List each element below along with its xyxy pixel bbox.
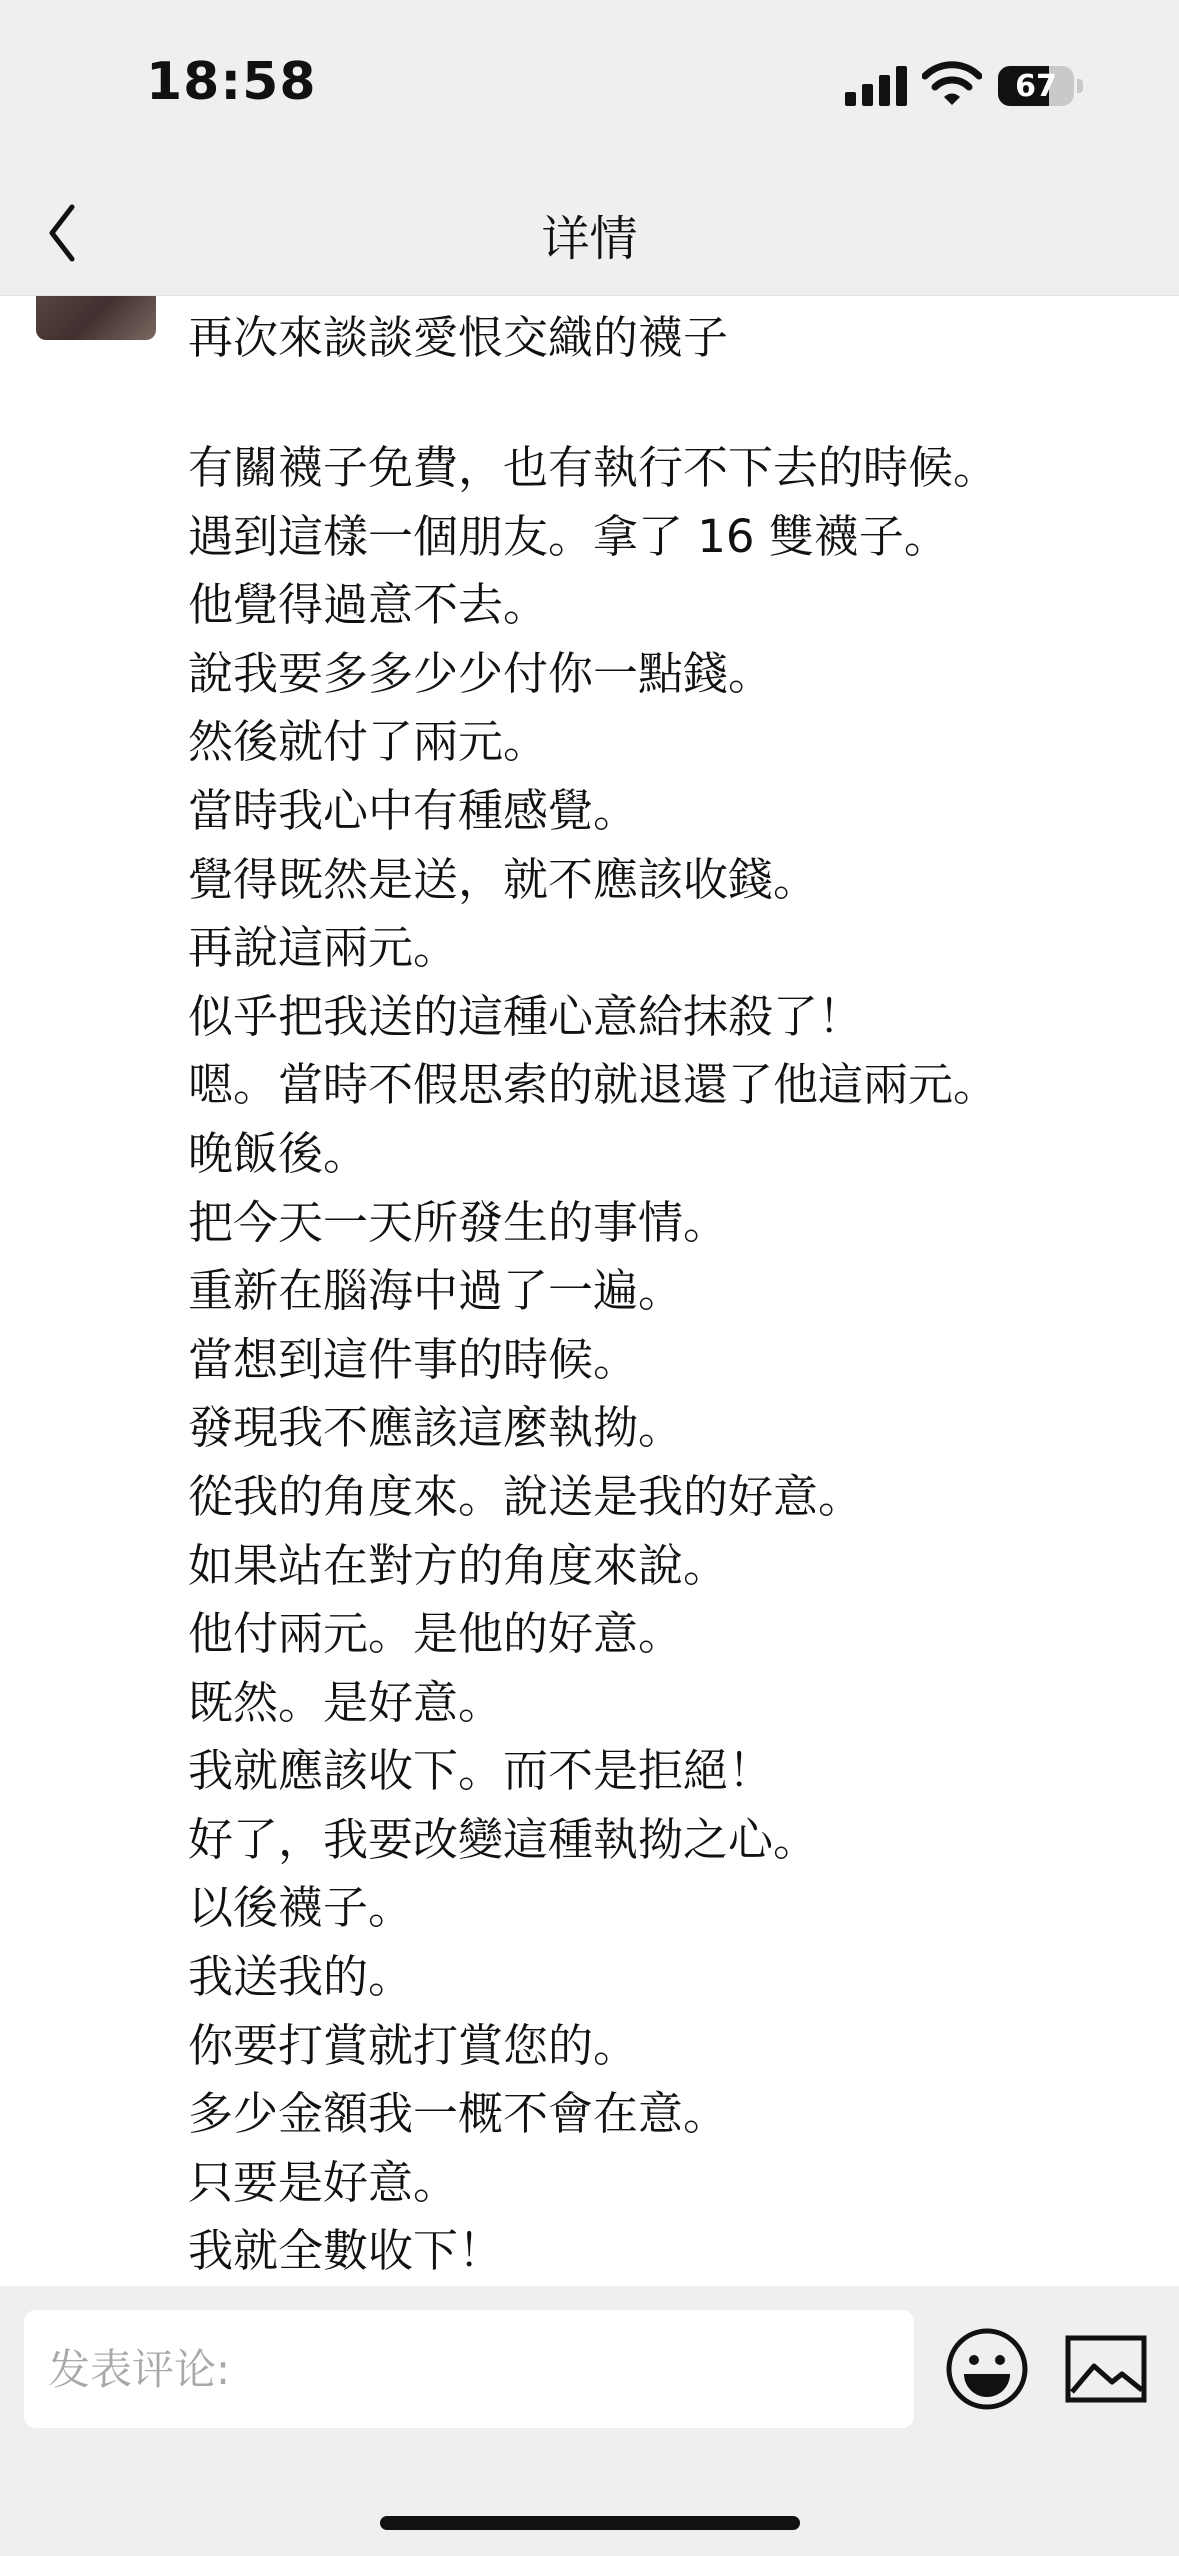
post-line: 重新在腦海中過了一遍。 bbox=[188, 1264, 684, 1318]
nav-bar bbox=[0, 175, 1179, 296]
post-line: 似乎把我送的這種心意給抹殺了！ bbox=[188, 989, 864, 1043]
post-line: 我就全數收下！ bbox=[188, 2224, 504, 2278]
post-line: 發現我不應該這麼執拗。 bbox=[188, 1401, 684, 1455]
emoji-smile-icon bbox=[944, 2326, 1030, 2412]
post-line: 然後就付了兩元。 bbox=[188, 715, 549, 769]
post-line: 當時我心中有種感覺。 bbox=[188, 783, 639, 837]
avatar[interactable] bbox=[36, 296, 156, 340]
post-line: 當想到這件事的時候。 bbox=[188, 1332, 639, 1386]
image-button[interactable] bbox=[1064, 2332, 1148, 2408]
post-line: 我送我的。 bbox=[188, 1950, 414, 2004]
post-title: 再次來談談愛恨交織的襪子 bbox=[188, 311, 729, 364]
post-line: 說我要多多少少付你一點錢。 bbox=[188, 646, 774, 700]
page-title: 详情 bbox=[541, 211, 638, 267]
status-time: 18:58 bbox=[146, 52, 317, 112]
post-line: 多少金額我一概不會在意。 bbox=[188, 2087, 729, 2141]
battery-tip bbox=[1077, 79, 1083, 93]
post-line: 嗯。當時不假思索的就退還了他這兩元。 bbox=[188, 1058, 999, 1112]
battery-icon bbox=[998, 66, 1074, 106]
post-line: 再說這兩元。 bbox=[188, 921, 459, 975]
post-line: 從我的角度來。說送是我的好意。 bbox=[188, 1469, 864, 1523]
comment-input[interactable] bbox=[24, 2310, 914, 2428]
post-line: 如果站在對方的角度來說。 bbox=[188, 1538, 729, 1592]
emoji-button[interactable] bbox=[944, 2326, 1030, 2412]
post-line: 只要是好意。 bbox=[188, 2155, 459, 2209]
status-bar bbox=[0, 0, 1179, 175]
post-line: 把今天一天所發生的事情。 bbox=[188, 1195, 729, 1249]
post-line: 他覺得過意不去。 bbox=[188, 578, 549, 632]
post-line: 遇到這樣一個朋友。拿了 16 雙襪子。 bbox=[188, 509, 949, 563]
post-line: 他付兩元。是他的好意。 bbox=[188, 1607, 684, 1661]
image-icon bbox=[1064, 2332, 1148, 2408]
post-line: 有關襪子免費，也有執行不下去的時候。 bbox=[188, 441, 999, 494]
wifi-icon bbox=[922, 60, 982, 106]
post-line: 晚飯後。 bbox=[188, 1126, 369, 1180]
post-line: 既然。是好意。 bbox=[188, 1675, 504, 1729]
battery-level: 67 bbox=[1015, 69, 1057, 104]
home-indicator bbox=[380, 2516, 800, 2530]
cellular-signal-icon bbox=[845, 66, 909, 106]
post-line: 好了，我要改變這種執拗之心。 bbox=[188, 1812, 819, 1866]
post-body bbox=[188, 434, 998, 2286]
post-line: 覺得既然是送，就不應該收錢。 bbox=[188, 852, 819, 906]
post-line: 你要打賞就打賞您的。 bbox=[188, 2018, 639, 2072]
post-line: 我就應該收下。而不是拒絕！ bbox=[188, 1744, 774, 1798]
post-content[interactable] bbox=[0, 296, 1179, 2286]
post-line: 以後襪子。 bbox=[188, 1881, 414, 1935]
